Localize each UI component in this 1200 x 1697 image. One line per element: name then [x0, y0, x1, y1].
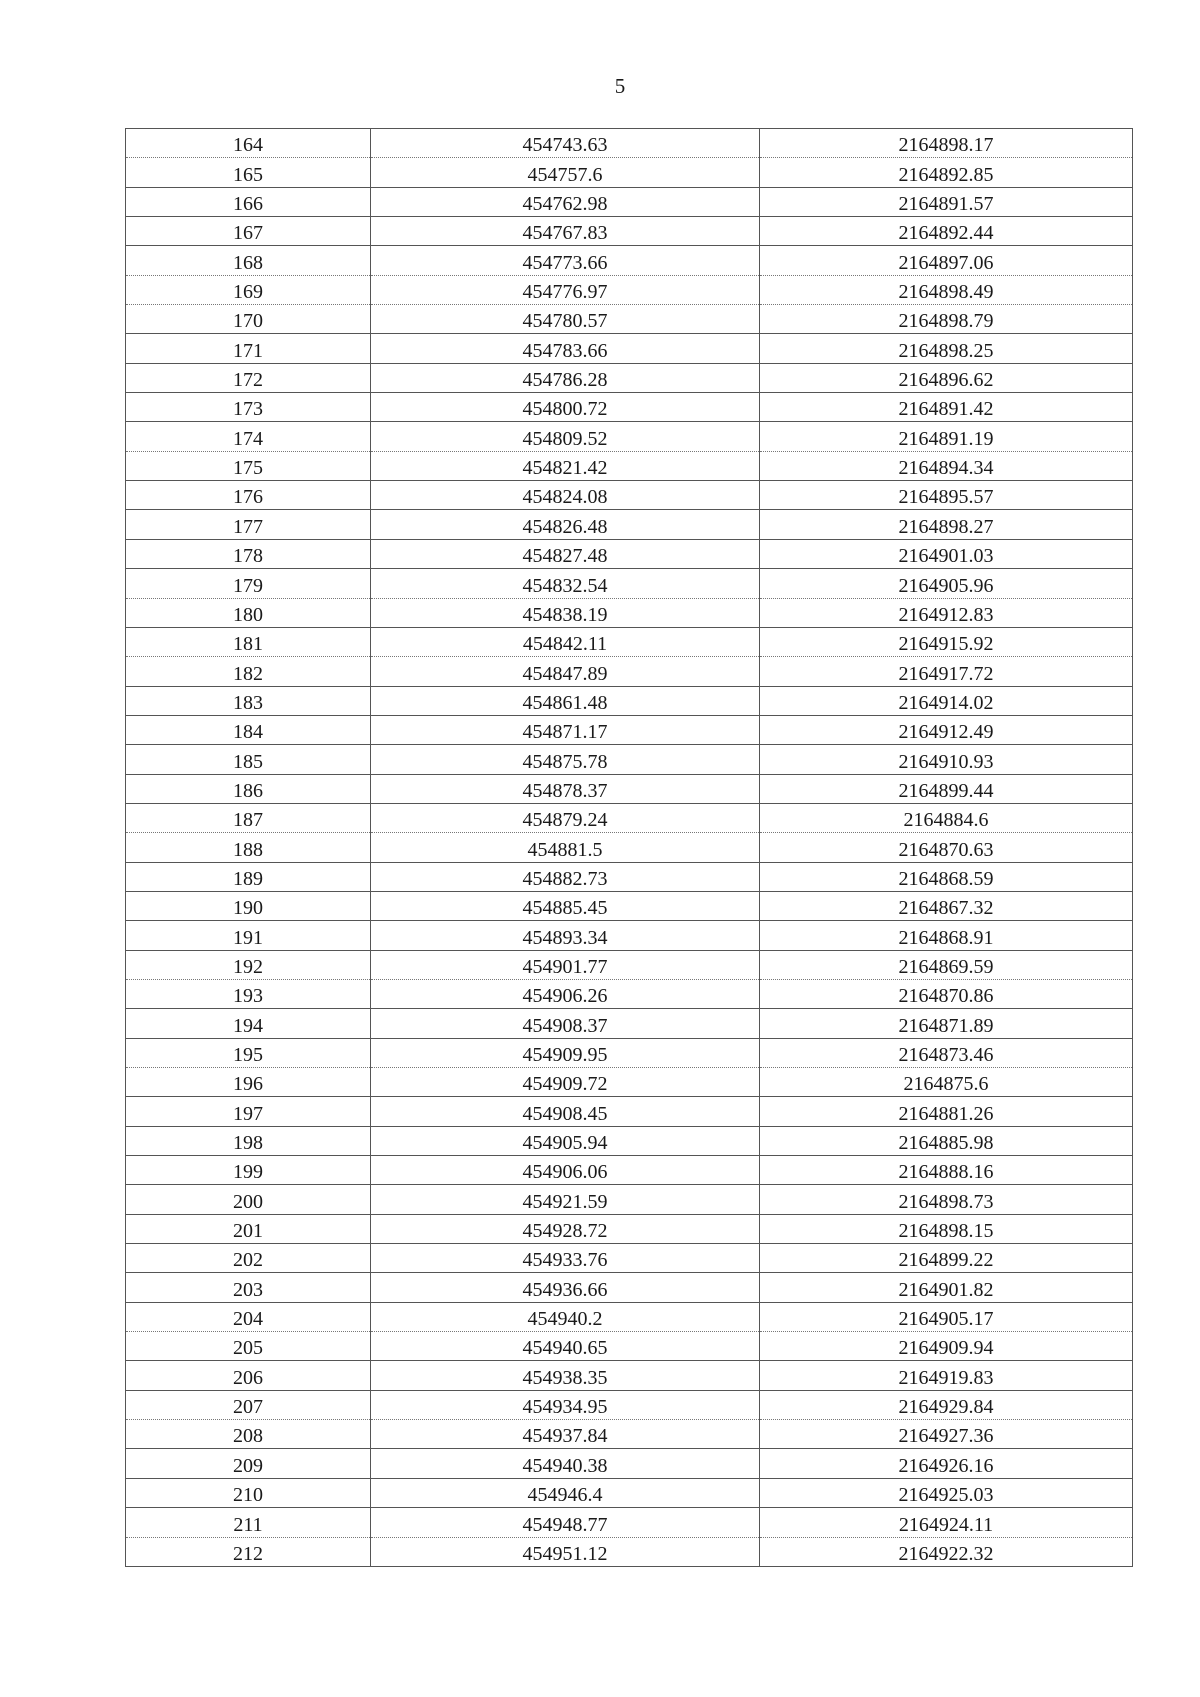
- y-coordinate-cell: 2164919.83: [760, 1361, 1133, 1390]
- table-row: [126, 1068, 1133, 1097]
- y-coordinate-cell: 2164898.79: [760, 305, 1133, 334]
- table-row: [126, 129, 1133, 158]
- x-coordinate-cell: 454948.77: [371, 1508, 760, 1537]
- table-row: [126, 627, 1133, 656]
- point-number-cell: 198: [126, 1126, 371, 1155]
- y-coordinate-cell: 2164898.25: [760, 334, 1133, 363]
- y-coordinate-cell: 2164871.89: [760, 1009, 1133, 1038]
- x-coordinate-cell: 454908.45: [371, 1097, 760, 1126]
- point-number-cell: 207: [126, 1390, 371, 1419]
- table-row: [126, 1009, 1133, 1038]
- point-number-cell: 173: [126, 393, 371, 422]
- x-coordinate-cell: 454938.35: [371, 1361, 760, 1390]
- table-row: [126, 657, 1133, 686]
- x-coordinate-cell: 454800.72: [371, 393, 760, 422]
- table-row: [126, 598, 1133, 627]
- x-coordinate-cell: 454786.28: [371, 363, 760, 392]
- y-coordinate-cell: 2164926.16: [760, 1449, 1133, 1478]
- table-row: [126, 1185, 1133, 1214]
- point-number-cell: 185: [126, 745, 371, 774]
- table-row: [126, 715, 1133, 744]
- point-number-cell: 166: [126, 187, 371, 216]
- x-coordinate-cell: 454861.48: [371, 686, 760, 715]
- table-row: [126, 246, 1133, 275]
- y-coordinate-cell: 2164869.59: [760, 950, 1133, 979]
- coordinates-table: [125, 128, 1133, 1567]
- y-coordinate-cell: 2164917.72: [760, 657, 1133, 686]
- table-row: [126, 891, 1133, 920]
- x-coordinate-cell: 454824.08: [371, 481, 760, 510]
- table-row: [126, 334, 1133, 363]
- point-number-cell: 195: [126, 1038, 371, 1067]
- x-coordinate-cell: 454933.76: [371, 1244, 760, 1273]
- y-coordinate-cell: 2164895.57: [760, 481, 1133, 510]
- x-coordinate-cell: 454946.4: [371, 1478, 760, 1507]
- point-number-cell: 205: [126, 1332, 371, 1361]
- x-coordinate-cell: 454827.48: [371, 539, 760, 568]
- x-coordinate-cell: 454821.42: [371, 451, 760, 480]
- table-row: [126, 451, 1133, 480]
- table-row: [126, 833, 1133, 862]
- y-coordinate-cell: 2164897.06: [760, 246, 1133, 275]
- x-coordinate-cell: 454832.54: [371, 569, 760, 598]
- y-coordinate-cell: 2164901.82: [760, 1273, 1133, 1302]
- y-coordinate-cell: 2164899.22: [760, 1244, 1133, 1273]
- point-number-cell: 199: [126, 1156, 371, 1185]
- y-coordinate-cell: 2164915.92: [760, 627, 1133, 656]
- y-coordinate-cell: 2164899.44: [760, 774, 1133, 803]
- y-coordinate-cell: 2164901.03: [760, 539, 1133, 568]
- x-coordinate-cell: 454847.89: [371, 657, 760, 686]
- x-coordinate-cell: 454826.48: [371, 510, 760, 539]
- table-row: [126, 950, 1133, 979]
- x-coordinate-cell: 454909.72: [371, 1068, 760, 1097]
- table-row: [126, 803, 1133, 832]
- y-coordinate-cell: 2164927.36: [760, 1420, 1133, 1449]
- y-coordinate-cell: 2164894.34: [760, 451, 1133, 480]
- point-number-cell: 184: [126, 715, 371, 744]
- point-number-cell: 167: [126, 217, 371, 246]
- point-number-cell: 194: [126, 1009, 371, 1038]
- x-coordinate-cell: 454936.66: [371, 1273, 760, 1302]
- table-row: [126, 422, 1133, 451]
- point-number-cell: 211: [126, 1508, 371, 1537]
- x-coordinate-cell: 454908.37: [371, 1009, 760, 1038]
- point-number-cell: 188: [126, 833, 371, 862]
- y-coordinate-cell: 2164924.11: [760, 1508, 1133, 1537]
- point-number-cell: 178: [126, 539, 371, 568]
- x-coordinate-cell: 454762.98: [371, 187, 760, 216]
- point-number-cell: 200: [126, 1185, 371, 1214]
- y-coordinate-cell: 2164870.63: [760, 833, 1133, 862]
- y-coordinate-cell: 2164898.49: [760, 275, 1133, 304]
- x-coordinate-cell: 454940.38: [371, 1449, 760, 1478]
- point-number-cell: 164: [126, 129, 371, 158]
- x-coordinate-cell: 454881.5: [371, 833, 760, 862]
- point-number-cell: 197: [126, 1097, 371, 1126]
- x-coordinate-cell: 454885.45: [371, 891, 760, 920]
- point-number-cell: 204: [126, 1302, 371, 1331]
- y-coordinate-cell: 2164870.86: [760, 979, 1133, 1008]
- table-row: [126, 569, 1133, 598]
- y-coordinate-cell: 2164925.03: [760, 1478, 1133, 1507]
- table-row: [126, 686, 1133, 715]
- table-row: [126, 1332, 1133, 1361]
- point-number-cell: 179: [126, 569, 371, 598]
- table-row: [126, 921, 1133, 950]
- point-number-cell: 168: [126, 246, 371, 275]
- x-coordinate-cell: 454871.17: [371, 715, 760, 744]
- table-row: [126, 1508, 1133, 1537]
- x-coordinate-cell: 454882.73: [371, 862, 760, 891]
- x-coordinate-cell: 454776.97: [371, 275, 760, 304]
- table-row: [126, 1537, 1133, 1566]
- table-row: [126, 539, 1133, 568]
- x-coordinate-cell: 454951.12: [371, 1537, 760, 1566]
- point-number-cell: 189: [126, 862, 371, 891]
- point-number-cell: 209: [126, 1449, 371, 1478]
- y-coordinate-cell: 2164910.93: [760, 745, 1133, 774]
- y-coordinate-cell: 2164905.17: [760, 1302, 1133, 1331]
- y-coordinate-cell: 2164929.84: [760, 1390, 1133, 1419]
- x-coordinate-cell: 454928.72: [371, 1214, 760, 1243]
- x-coordinate-cell: 454743.63: [371, 129, 760, 158]
- page-number: 5: [614, 74, 626, 98]
- table-row: [126, 1038, 1133, 1067]
- x-coordinate-cell: 454838.19: [371, 598, 760, 627]
- y-coordinate-cell: 2164892.85: [760, 158, 1133, 187]
- table-row: [126, 1126, 1133, 1155]
- y-coordinate-cell: 2164912.49: [760, 715, 1133, 744]
- table-row: [126, 1478, 1133, 1507]
- x-coordinate-cell: 454875.78: [371, 745, 760, 774]
- point-number-cell: 191: [126, 921, 371, 950]
- point-number-cell: 175: [126, 451, 371, 480]
- table-row: [126, 1214, 1133, 1243]
- point-number-cell: 176: [126, 481, 371, 510]
- table-row: [126, 363, 1133, 392]
- x-coordinate-cell: 454909.95: [371, 1038, 760, 1067]
- x-coordinate-cell: 454921.59: [371, 1185, 760, 1214]
- y-coordinate-cell: 2164914.02: [760, 686, 1133, 715]
- table-row: [126, 510, 1133, 539]
- y-coordinate-cell: 2164892.44: [760, 217, 1133, 246]
- point-number-cell: 192: [126, 950, 371, 979]
- x-coordinate-cell: 454940.65: [371, 1332, 760, 1361]
- y-coordinate-cell: 2164922.32: [760, 1537, 1133, 1566]
- y-coordinate-cell: 2164898.73: [760, 1185, 1133, 1214]
- table-row: [126, 305, 1133, 334]
- point-number-cell: 208: [126, 1420, 371, 1449]
- point-number-cell: 206: [126, 1361, 371, 1390]
- table-row: [126, 979, 1133, 1008]
- y-coordinate-cell: 2164891.42: [760, 393, 1133, 422]
- x-coordinate-cell: 454773.66: [371, 246, 760, 275]
- y-coordinate-cell: 2164891.19: [760, 422, 1133, 451]
- point-number-cell: 196: [126, 1068, 371, 1097]
- point-number-cell: 193: [126, 979, 371, 1008]
- table-row: [126, 187, 1133, 216]
- point-number-cell: 181: [126, 627, 371, 656]
- x-coordinate-cell: 454893.34: [371, 921, 760, 950]
- y-coordinate-cell: 2164885.98: [760, 1126, 1133, 1155]
- x-coordinate-cell: 454906.26: [371, 979, 760, 1008]
- table-row: [126, 1302, 1133, 1331]
- y-coordinate-cell: 2164867.32: [760, 891, 1133, 920]
- point-number-cell: 210: [126, 1478, 371, 1507]
- y-coordinate-cell: 2164873.46: [760, 1038, 1133, 1067]
- y-coordinate-cell: 2164891.57: [760, 187, 1133, 216]
- point-number-cell: 182: [126, 657, 371, 686]
- x-coordinate-cell: 454937.84: [371, 1420, 760, 1449]
- point-number-cell: 212: [126, 1537, 371, 1566]
- table-row: [126, 158, 1133, 187]
- point-number-cell: 186: [126, 774, 371, 803]
- point-number-cell: 180: [126, 598, 371, 627]
- x-coordinate-cell: 454901.77: [371, 950, 760, 979]
- table-row: [126, 1273, 1133, 1302]
- point-number-cell: 201: [126, 1214, 371, 1243]
- table-row: [126, 217, 1133, 246]
- point-number-cell: 190: [126, 891, 371, 920]
- point-number-cell: 183: [126, 686, 371, 715]
- x-coordinate-cell: 454842.11: [371, 627, 760, 656]
- x-coordinate-cell: 454940.2: [371, 1302, 760, 1331]
- point-number-cell: 203: [126, 1273, 371, 1302]
- table-row: [126, 745, 1133, 774]
- y-coordinate-cell: 2164896.62: [760, 363, 1133, 392]
- table-row: [126, 774, 1133, 803]
- table-row: [126, 1244, 1133, 1273]
- y-coordinate-cell: 2164898.15: [760, 1214, 1133, 1243]
- point-number-cell: 202: [126, 1244, 371, 1273]
- table-row: [126, 393, 1133, 422]
- x-coordinate-cell: 454879.24: [371, 803, 760, 832]
- point-number-cell: 177: [126, 510, 371, 539]
- table-row: [126, 1361, 1133, 1390]
- point-number-cell: 170: [126, 305, 371, 334]
- y-coordinate-cell: 2164912.83: [760, 598, 1133, 627]
- x-coordinate-cell: 454783.66: [371, 334, 760, 363]
- y-coordinate-cell: 2164868.59: [760, 862, 1133, 891]
- point-number-cell: 172: [126, 363, 371, 392]
- x-coordinate-cell: 454878.37: [371, 774, 760, 803]
- y-coordinate-cell: 2164881.26: [760, 1097, 1133, 1126]
- y-coordinate-cell: 2164898.17: [760, 129, 1133, 158]
- x-coordinate-cell: 454934.95: [371, 1390, 760, 1419]
- table-row: [126, 862, 1133, 891]
- x-coordinate-cell: 454906.06: [371, 1156, 760, 1185]
- table-row: [126, 1390, 1133, 1419]
- y-coordinate-cell: 2164905.96: [760, 569, 1133, 598]
- x-coordinate-cell: 454780.57: [371, 305, 760, 334]
- coordinates-table-body: [126, 129, 1133, 1567]
- y-coordinate-cell: 2164868.91: [760, 921, 1133, 950]
- point-number-cell: 187: [126, 803, 371, 832]
- x-coordinate-cell: 454809.52: [371, 422, 760, 451]
- x-coordinate-cell: 454757.6: [371, 158, 760, 187]
- table-row: [126, 481, 1133, 510]
- x-coordinate-cell: 454905.94: [371, 1126, 760, 1155]
- table-row: [126, 1449, 1133, 1478]
- y-coordinate-cell: 2164884.6: [760, 803, 1133, 832]
- table-row: [126, 1097, 1133, 1126]
- table-row: [126, 1420, 1133, 1449]
- y-coordinate-cell: 2164909.94: [760, 1332, 1133, 1361]
- y-coordinate-cell: 2164898.27: [760, 510, 1133, 539]
- table-row: [126, 1156, 1133, 1185]
- y-coordinate-cell: 2164888.16: [760, 1156, 1133, 1185]
- point-number-cell: 165: [126, 158, 371, 187]
- y-coordinate-cell: 2164875.6: [760, 1068, 1133, 1097]
- point-number-cell: 174: [126, 422, 371, 451]
- point-number-cell: 169: [126, 275, 371, 304]
- point-number-cell: 171: [126, 334, 371, 363]
- x-coordinate-cell: 454767.83: [371, 217, 760, 246]
- table-row: [126, 275, 1133, 304]
